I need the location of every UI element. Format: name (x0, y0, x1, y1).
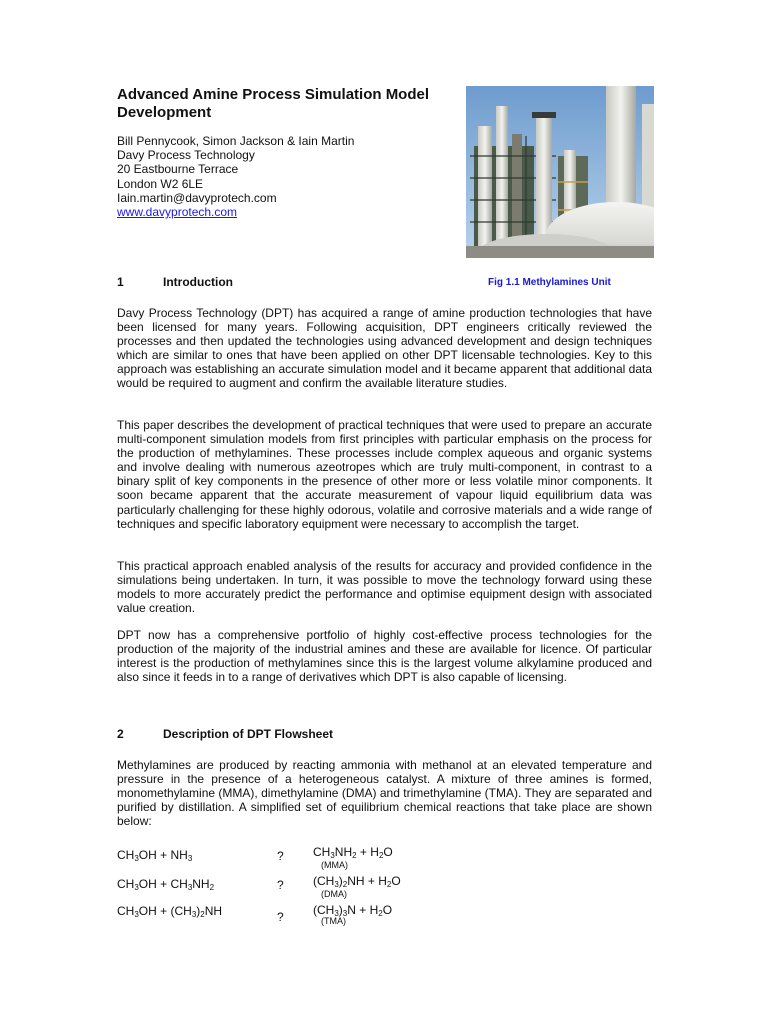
reaction-1-label: (MMA) (321, 860, 348, 870)
reaction-1-arrow: ? (277, 849, 284, 863)
reaction-2-label: (DMA) (321, 889, 347, 899)
affiliation-line: Davy Process Technology (117, 148, 255, 163)
website-link[interactable]: www.davyprotech.com (117, 205, 238, 220)
section-heading-flowsheet (117, 727, 333, 741)
intro-paragraph-1: Davy Process Technology (DPT) has acquired a range of amine production technologies that have been licensed for many years. Following acquisition, DPT engineers critically reviewed the processes and then updated the technologies using advanced development and design techniques which are similar to ones that have been applied on other DPT licensable technologies. Key to this approach was establishing an accurate simulation model and it became apparent that additional data would be required to augment and confirm the available literature studies. (117, 306, 653, 391)
flowsheet-paragraph: Methylamines are produced by reacting ammonia with methanol at an elevated temperature and pressure in the presence of a heterogeneous catalyst. A mixture of three amines is formed, monomethylamine (MMA), dimethylamine (DMA) and trimethylamine (TMA). They are separated and purified by distillation. A simplified set of equilibrium chemical reactions that take place are shown below: (117, 758, 652, 829)
address-line: 20 Eastbourne Terrace (117, 162, 239, 177)
reaction-2-arrow: ? (277, 878, 284, 892)
section-title: Description of DPT Flowsheet (163, 727, 334, 741)
reaction-2-reactants: $CH_3OH + CH_3NH_2$ (117, 877, 215, 892)
intro-paragraph-2: This paper describes the development of practical techniques that were used to prepare an accurate multi-component simulation models from first principles with particular emphasis on the process for the production of methylamines. These processes include complex aqueous and organic systems and involve dealing with numerous azeotropes which are truly multi-component, in contrast to a binary split of key components in the presence of other more or less volatile minor components. It soon became apparent that the accurate measurement of vapour liquid equilibrium data was particularly challenging for these highly odorous, volatile and corrosive materials and a wide range of techniques and specific laboratory equipment were necessary to accomplish the target. (117, 418, 652, 531)
methylamines-unit-photo (466, 86, 654, 258)
intro-paragraph-3: This practical approach enabled analysis of the results for accuracy and provided confidence in the simulations being undertaken. In turn, it was possible to move the technology forward using these models to more accurately predict the performance and optimise equipment design with associated value creation. (117, 559, 652, 616)
section-number: 2 (117, 727, 124, 741)
reaction-1-reactants: $CH_3OH + NH_3$ (117, 848, 193, 863)
reaction-3-reactants: $CH_3OH + (CH_3)_2NH$ (117, 904, 223, 919)
reaction-3-label: (TMA) (321, 916, 346, 926)
section-number: 1 (117, 275, 124, 289)
reaction-1-products: $CH_3NH_2 + H_2O$ (313, 845, 393, 860)
email-line: Iain.martin@davyprotech.com (117, 190, 277, 205)
paper-title: Advanced Amine Process Simulation Model Development (117, 86, 430, 121)
reaction-3-products: $(CH_3)_3N + H_2O$ (313, 903, 393, 918)
section-heading-introduction (117, 275, 233, 289)
section-title: Introduction (163, 275, 233, 289)
author-block (117, 134, 437, 219)
intro-paragraph-4: DPT now has a comprehensive portfolio of highly cost-effective process technologies for the production of the majority of the industrial amines and these are available for licence. Of particular interest is the production of methylamines since this is the largest volume alkylamine produced and also since it feeds in to a range of derivatives which DPT is also capable of licensing. (117, 628, 652, 685)
city-line: London W2 6LE (117, 176, 204, 191)
reaction-3-arrow: ? (277, 910, 284, 924)
author-names: Bill Pennycook, Simon Jackson & Iain Martin (117, 134, 355, 148)
reaction-2-products: $(CH_3)_2NH + H_2O$ (313, 874, 401, 889)
figure-caption: Fig 1.1 Methylamines Unit (488, 277, 611, 288)
